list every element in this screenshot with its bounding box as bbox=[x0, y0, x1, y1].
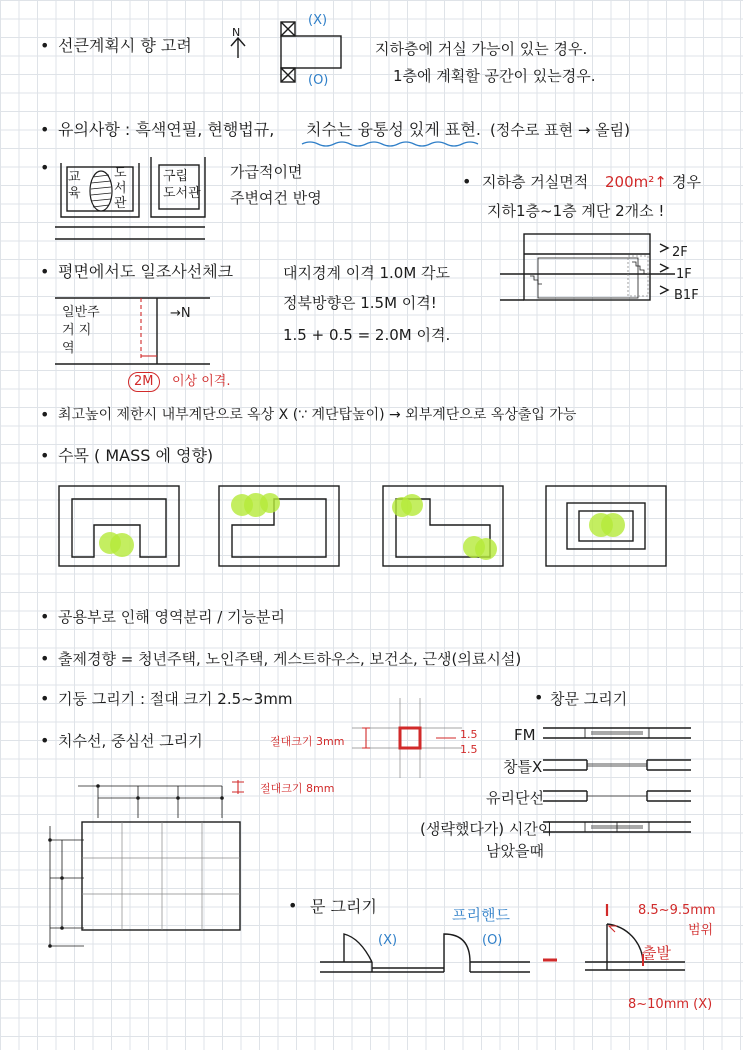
mass-diagram-2 bbox=[218, 485, 343, 570]
bullet: • bbox=[40, 120, 50, 139]
shared-area-note: 공용부로 인해 영역분리 / 기능분리 bbox=[58, 608, 285, 626]
bullet: • bbox=[40, 262, 50, 281]
door-arc-diagram bbox=[585, 904, 685, 976]
door-sketch-diagram bbox=[320, 928, 530, 976]
window-title: 창문 그리기 bbox=[550, 690, 628, 708]
window-noframe-label: 창틀X bbox=[503, 758, 543, 776]
bullet: • bbox=[288, 896, 298, 915]
sunken-title: 선큰계획시 향 고려 bbox=[58, 36, 192, 55]
sunken-note-1: 지하층에 거실 가능이 있는 경우. bbox=[375, 40, 588, 58]
exam-trend: 출제경향 = 청년주택, 노인주택, 게스트하우스, 보건소, 근생(의료시설) bbox=[58, 650, 522, 668]
bullet: • bbox=[40, 689, 50, 708]
column-diagram bbox=[352, 698, 462, 778]
window-glass-label: 유리단선 bbox=[486, 789, 544, 807]
door-good-mark: (O) bbox=[482, 933, 503, 948]
sunken-x-mark: (X) bbox=[308, 13, 328, 28]
bullet: • bbox=[40, 36, 50, 55]
sunlight-title: 평면에서도 일조사선체크 bbox=[58, 262, 234, 281]
mass-diagram-4 bbox=[545, 485, 670, 570]
door-freehand-label: 프리핸드 bbox=[452, 906, 510, 924]
bullet: • bbox=[40, 731, 50, 750]
box1-label-b: 도서관 bbox=[114, 166, 127, 211]
residential-zone: 일반주거 지역 bbox=[62, 305, 100, 356]
north-label: N bbox=[232, 26, 241, 39]
wavy-underline bbox=[300, 140, 480, 148]
bullet: • bbox=[40, 405, 50, 424]
basement-area-suffix: 경우 bbox=[672, 173, 701, 191]
height-limit-text: 최고높이 제한시 내부계단으로 옥상 X (∵ 계단탑높이) → 외부계단으로 옥상출입 가능 bbox=[58, 407, 577, 423]
setback-rule-3: 1.5 + 0.5 = 2.0M 이격. bbox=[283, 326, 451, 344]
basement-area-text: 지하층 거실면적 bbox=[482, 173, 589, 191]
distance-badge: 2M bbox=[128, 372, 160, 392]
notes-text-b: 치수는 융통성 있게 표현. bbox=[306, 120, 481, 139]
door-bad-range: 8~10mm (X) bbox=[628, 997, 713, 1012]
bullet: • bbox=[40, 446, 50, 465]
door-title: 문 그리기 bbox=[310, 897, 377, 916]
bullet: • bbox=[40, 158, 50, 177]
sunken-o-mark: (O) bbox=[308, 73, 329, 88]
bullet: • bbox=[40, 649, 50, 668]
window-full-diagram bbox=[543, 820, 691, 834]
door-bad-mark: (X) bbox=[378, 933, 398, 948]
trees-title: 수목 ( MASS 에 영향) bbox=[58, 446, 214, 465]
section-stairs-diagram bbox=[500, 232, 675, 304]
bullet: • bbox=[40, 607, 50, 626]
window-note-2: 남았을때 bbox=[486, 842, 544, 860]
floor-1f: 1F bbox=[676, 267, 692, 282]
dash-icon bbox=[543, 957, 557, 963]
bullet: • bbox=[462, 172, 472, 191]
dimension-rule: 치수선, 중심선 그리기 bbox=[58, 732, 203, 750]
window-fm-label: FM bbox=[514, 726, 536, 744]
setback-rule-2: 정북방향은 1.5M 이격! bbox=[283, 294, 437, 312]
north-arrow-text: →N bbox=[170, 306, 191, 321]
library-note-2: 주변여건 반영 bbox=[230, 189, 322, 207]
floor-b1f: B1F bbox=[674, 288, 699, 303]
dimension-size-label: 절대크기 8mm bbox=[260, 782, 335, 795]
box1-label-a: 교육 bbox=[68, 170, 81, 201]
basement-area-value: 200m²↑ bbox=[605, 173, 667, 191]
window-noframe-diagram bbox=[543, 758, 691, 772]
library-note-1: 가급적이면 bbox=[230, 163, 303, 181]
column-size-label: 절대크기 3mm bbox=[270, 735, 345, 748]
notes-text-a: 유의사항 : 흑색연필, 현행법규, bbox=[58, 120, 275, 139]
setback-rule-1: 대지경계 이격 1.0M 각도 bbox=[283, 264, 451, 282]
stairs-rule: 지하1층~1층 계단 2개소 ! bbox=[487, 202, 665, 220]
door-range-label: 범위 bbox=[688, 923, 714, 938]
column-rule: 기둥 그리기 : 절대 크기 2.5~3mm bbox=[58, 690, 293, 708]
window-fm-diagram bbox=[543, 726, 691, 740]
door-start-label: 출발 bbox=[642, 944, 671, 962]
box2-label: 구립 도서관 bbox=[163, 169, 201, 201]
window-note-1: (생략했다가) 시간이 bbox=[420, 820, 553, 838]
north-arrow-icon bbox=[228, 36, 248, 60]
window-glass-diagram bbox=[543, 789, 691, 803]
sunken-note-2: 1층에 계획할 공간이 있는경우. bbox=[393, 67, 596, 85]
mass-diagram-1 bbox=[58, 485, 183, 570]
mass-diagram-3 bbox=[382, 485, 507, 570]
distance-text: 이상 이격. bbox=[172, 374, 231, 389]
column-offset-b: 1.5 bbox=[460, 743, 478, 756]
door-range-value: 8.5~9.5mm bbox=[638, 903, 716, 918]
column-offset-a: 1.5 bbox=[460, 728, 478, 741]
notes-text-c: (정수로 표현 → 올림) bbox=[490, 121, 631, 139]
dimension-grid-diagram bbox=[42, 778, 264, 958]
floor-2f: 2F bbox=[672, 245, 688, 260]
bullet: • bbox=[534, 688, 544, 707]
